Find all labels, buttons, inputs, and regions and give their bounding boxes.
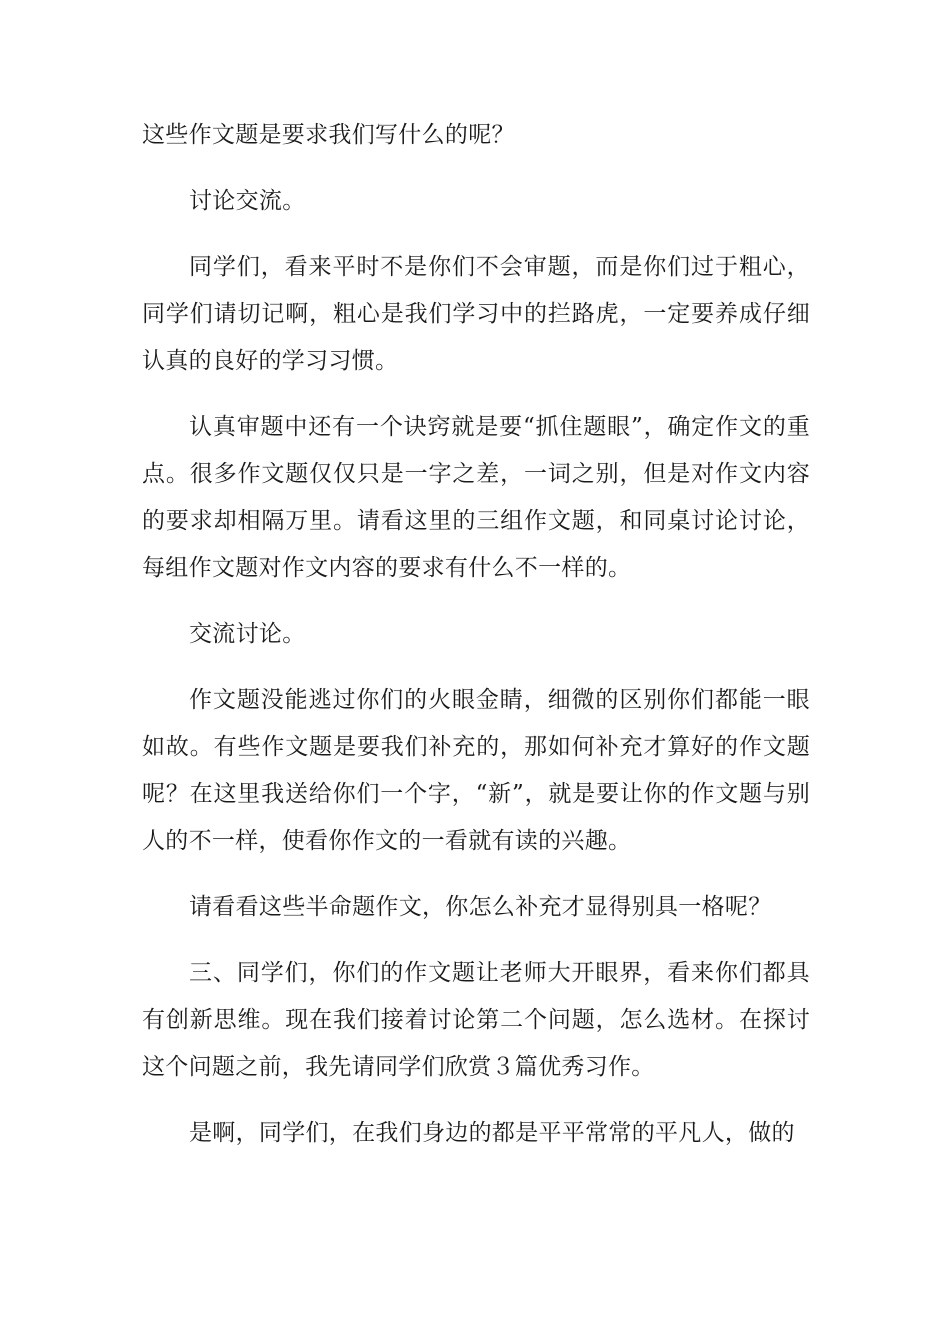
paragraph-6: 作文题没能逃过你们的火眼金睛，细微的区别你们都能一眼如故。有些作文题是要我们补充的，那如何补充才算好的作文题呢？在这里我送给你们一个字，“新”，就是要让你的作文题与别人的不一样，使看你作文的一看就有读的兴趣。 [142, 687, 810, 854]
paragraph-8: 三、同学们，你们的作文题让老师大开眼界，看来你们都具有创新思维。现在我们接着讨论第二个问题，怎么选材。在探讨这个问题之前，我先请同学们欣赏３篇优秀习作。 [142, 960, 810, 1080]
paragraph-9: 是啊，同学们，在我们身边的都是平平常常的平凡人，做的 [189, 1120, 795, 1146]
paragraph-1: 这些作文题是要求我们写什么的呢？ [142, 122, 515, 148]
paragraph-2: 讨论交流。 [189, 188, 306, 214]
paragraph-4: 认真审题中还有一个诀窍就是要“抓住题眼”，确定作文的重点。很多作文题仅仅只是一字之差，一词之别，但是对作文内容的要求却相隔万里。请看这里的三组作文题，和同桌讨论讨论，每组作文题对作文内容的要求有什么不一样的。 [142, 414, 810, 581]
paragraph-5: 交流讨论。 [189, 621, 306, 647]
document-body [142, 112, 810, 1157]
paragraph-7: 请看看这些半命题作文，你怎么补充才显得别具一格呢？ [189, 894, 772, 920]
paragraph-3: 同学们，看来平时不是你们不会审题，而是你们过于粗心，同学们请切记啊，粗心是我们学习中的拦路虎，一定要养成仔细认真的良好的学习习惯。 [142, 254, 810, 374]
